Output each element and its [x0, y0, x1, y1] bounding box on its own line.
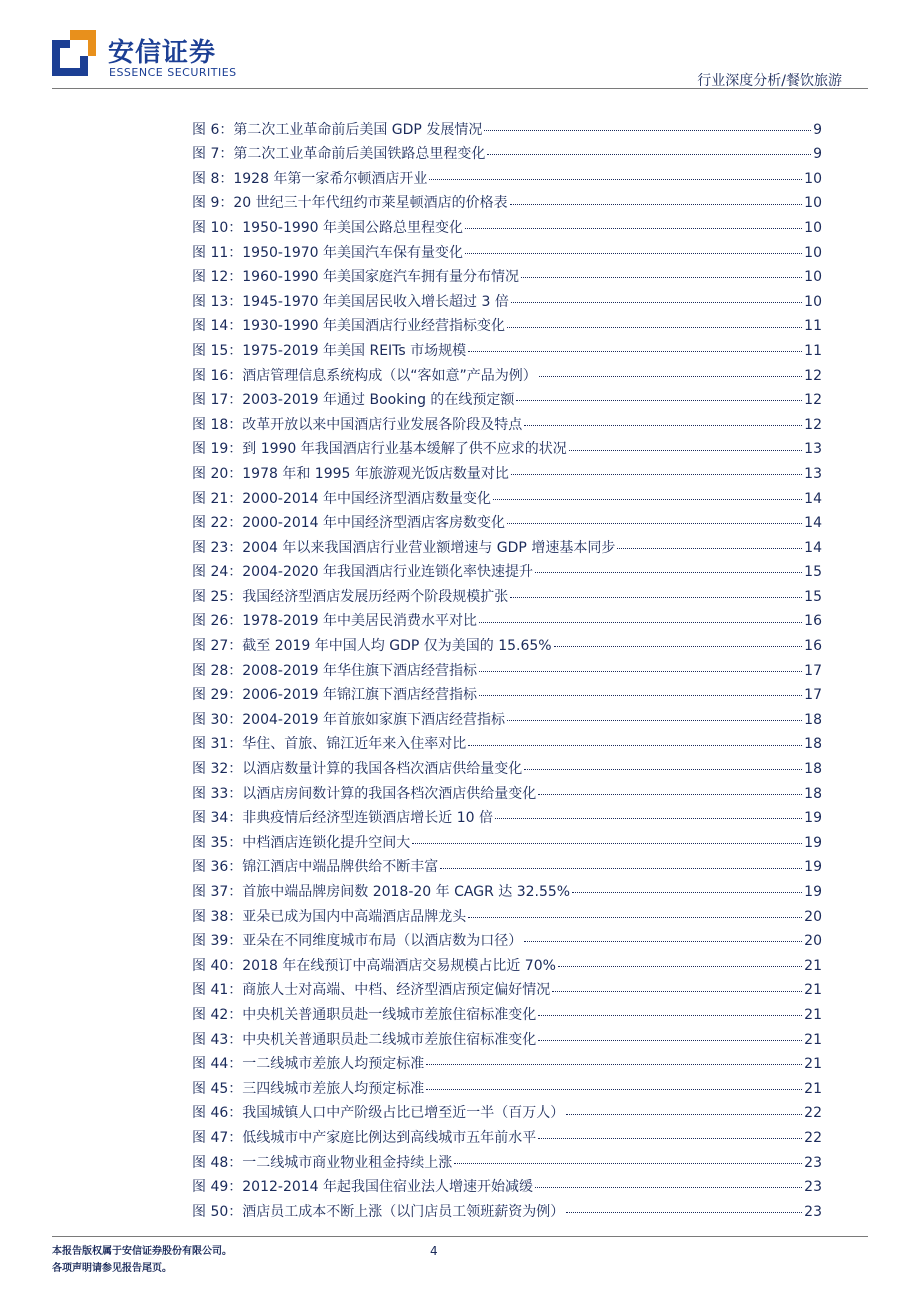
toc-entry[interactable]	[192, 1172, 822, 1197]
toc-dot-leader	[440, 868, 802, 869]
toc-entry-label: 图 18：改革开放以来中国酒店行业发展各阶段及特点	[192, 416, 523, 433]
report-category: 行业深度分析/餐饮旅游	[697, 73, 842, 89]
toc-entry[interactable]	[192, 335, 822, 360]
toc-entry-page: 21	[804, 957, 822, 974]
toc-entry-page: 18	[804, 736, 822, 753]
footer-disclaimer: 各项声明请参见报告尾页。	[52, 1263, 172, 1274]
toc-dot-leader	[566, 1212, 802, 1213]
toc-dot-leader	[479, 695, 802, 696]
toc-entry-page: 21	[804, 1056, 822, 1073]
toc-entry-page: 15	[804, 588, 822, 605]
toc-dot-leader	[511, 474, 802, 475]
toc-entry-label: 图 26：1978-2019 年中美居民消费水平对比	[192, 613, 478, 630]
toc-entry-label: 图 47：低线城市中产家庭比例达到高线城市五年前水平	[192, 1129, 537, 1146]
toc-dot-leader	[535, 1187, 802, 1188]
footer-copyright: 本报告版权属于安信证券股份有限公司。	[52, 1246, 232, 1257]
toc-entry-label: 图 19：到 1990 年我国酒店行业基本缓解了供不应求的状况	[192, 441, 567, 458]
toc-dot-leader	[468, 351, 802, 352]
toc-entry[interactable]	[192, 1049, 822, 1074]
toc-dot-leader	[554, 646, 803, 647]
toc-entry-page: 13	[804, 441, 822, 458]
toc-entry[interactable]	[192, 1122, 822, 1147]
toc-entry-label: 图 40：2018 年在线预订中高端酒店交易规模占比近 70%	[192, 957, 556, 974]
toc-dot-leader	[507, 523, 802, 524]
toc-entry[interactable]	[192, 778, 822, 803]
toc-dot-leader	[617, 548, 802, 549]
toc-dot-leader	[468, 917, 802, 918]
toc-entry-page: 14	[804, 490, 822, 507]
toc-dot-leader	[479, 622, 802, 623]
toc-entry-page: 20	[804, 933, 822, 950]
toc-dot-leader	[426, 1064, 802, 1065]
toc-dot-leader	[538, 1138, 802, 1139]
toc-entry-label: 图 25：我国经济型酒店发展历经两个阶段规模扩张	[192, 588, 509, 605]
toc-entry-label: 图 49：2012-2014 年起我国住宿业法人增速开始减缓	[192, 1179, 534, 1196]
figure-index-list	[192, 114, 822, 1221]
toc-entry-page: 9	[813, 146, 822, 163]
toc-entry-label: 图 29：2006-2019 年锦江旗下酒店经营指标	[192, 687, 478, 704]
toc-entry-page: 12	[804, 392, 822, 409]
toc-entry[interactable]	[192, 1196, 822, 1221]
essence-logo-icon	[52, 30, 96, 76]
toc-entry-page: 12	[804, 416, 822, 433]
toc-dot-leader	[479, 671, 802, 672]
toc-dot-leader	[524, 941, 802, 942]
toc-entry-label: 图 50：酒店员工成本不断上涨（以门店员工领班薪资为例）	[192, 1203, 565, 1220]
toc-entry-page: 10	[804, 293, 822, 310]
toc-entry-page: 10	[804, 269, 822, 286]
toc-dot-leader	[558, 966, 802, 967]
toc-entry-page: 11	[804, 342, 822, 359]
toc-entry-label: 图 32：以酒店数量计算的我国各档次酒店供给量变化	[192, 761, 523, 778]
toc-dot-leader	[507, 327, 802, 328]
toc-dot-leader	[539, 376, 802, 377]
toc-entry-page: 10	[804, 195, 822, 212]
toc-entry[interactable]	[192, 163, 822, 188]
toc-entry-label: 图 36：锦江酒店中端品牌供给不断丰富	[192, 859, 439, 876]
toc-entry-label: 图 30：2004-2019 年首旅如家旗下酒店经营指标	[192, 711, 506, 728]
toc-entry-page: 18	[804, 711, 822, 728]
toc-entry[interactable]	[192, 999, 822, 1024]
toc-entry-label: 图 31：华住、首旅、锦江近年来入住率对比	[192, 736, 467, 753]
toc-entry-page: 19	[804, 884, 822, 900]
toc-entry-label: 图 13：1945-1970 年美国居民收入增长超过 3 倍	[192, 293, 509, 310]
toc-entry[interactable]	[192, 950, 822, 975]
toc-entry[interactable]	[192, 876, 822, 901]
toc-dot-leader	[487, 154, 811, 155]
toc-entry-page: 13	[804, 465, 822, 482]
toc-entry-label: 图 43：中央机关普通职员赴二线城市差旅住宿标准变化	[192, 1031, 537, 1048]
toc-entry-page: 10	[804, 170, 822, 187]
toc-dot-leader	[535, 572, 802, 573]
toc-entry[interactable]	[192, 753, 822, 778]
toc-entry-label: 图 7：第二次工业革命前后美国铁路总里程变化	[192, 146, 486, 163]
toc-dot-leader	[426, 1089, 802, 1090]
toc-dot-leader	[495, 818, 802, 819]
toc-dot-leader	[572, 892, 802, 893]
page-header	[0, 0, 920, 100]
toc-entry-page: 19	[804, 834, 822, 851]
toc-entry-page: 18	[804, 785, 822, 802]
toc-entry[interactable]	[192, 1073, 822, 1098]
toc-entry-label: 图 33：以酒店房间数计算的我国各档次酒店供给量变化	[192, 785, 537, 802]
footer-divider	[52, 1236, 868, 1237]
toc-entry-label: 图 21：2000-2014 年中国经济型酒店数量变化	[192, 490, 492, 507]
toc-entry[interactable]	[192, 1024, 822, 1049]
toc-entry[interactable]	[192, 286, 822, 311]
toc-entry-label: 图 17：2003-2019 年通过 Booking 的在线预定额	[192, 392, 515, 409]
toc-entry-label: 图 9：20 世纪三十年代纽约市莱星顿酒店的价格表	[192, 195, 508, 212]
toc-entry[interactable]	[192, 262, 822, 287]
toc-entry-label: 图 34：非典疫情后经济型连锁酒店增长近 10 倍	[192, 810, 493, 827]
toc-entry-page: 22	[804, 1105, 822, 1122]
toc-entry-page: 21	[804, 982, 822, 999]
toc-entry-page: 19	[804, 810, 822, 827]
toc-entry-page: 12	[804, 367, 822, 384]
toc-entry-label: 图 48：一二线城市商业物业租金持续上涨	[192, 1154, 453, 1171]
toc-entry[interactable]	[192, 827, 822, 852]
toc-entry[interactable]	[192, 581, 822, 606]
toc-dot-leader	[566, 1114, 802, 1115]
toc-dot-leader	[484, 130, 811, 131]
toc-entry[interactable]	[192, 532, 822, 557]
toc-entry-page: 22	[804, 1129, 822, 1146]
toc-entry-label: 图 10：1950-1990 年美国公路总里程变化	[192, 219, 464, 236]
toc-entry-label: 图 37：首旅中端品牌房间数 2018-20 年 CAGR 达 32.55%	[192, 884, 571, 900]
toc-entry-page: 14	[804, 539, 822, 556]
toc-dot-leader	[412, 843, 802, 844]
toc-entry[interactable]	[192, 926, 822, 951]
toc-entry[interactable]	[192, 975, 822, 1000]
toc-entry-label: 图 35：中档酒店连锁化提升空间大	[192, 834, 411, 851]
toc-dot-leader	[516, 400, 802, 401]
toc-entry[interactable]	[192, 237, 822, 262]
toc-entry[interactable]	[192, 139, 822, 164]
toc-entry-label: 图 14：1930-1990 年美国酒店行业经营指标变化	[192, 318, 506, 335]
toc-entry-label: 图 8：1928 年第一家希尔顿酒店开业	[192, 170, 428, 187]
toc-entry-page: 17	[804, 687, 822, 704]
toc-dot-leader	[468, 745, 802, 746]
toc-entry-label: 图 12：1960-1990 年美国家庭汽车拥有量分布情况	[192, 269, 520, 286]
logo-chinese-name: 安信证券	[108, 38, 217, 68]
toc-entry[interactable]	[192, 483, 822, 508]
toc-entry[interactable]	[192, 1098, 822, 1123]
toc-entry[interactable]	[192, 434, 822, 459]
toc-entry-label: 图 46：我国城镇人口中产阶级占比已增至近一半（百万人）	[192, 1105, 565, 1122]
toc-dot-leader	[552, 991, 802, 992]
toc-dot-leader	[510, 204, 803, 205]
toc-entry[interactable]	[192, 114, 822, 139]
toc-entry-page: 21	[804, 1006, 822, 1023]
toc-entry-page: 20	[804, 908, 822, 925]
toc-dot-leader	[524, 769, 802, 770]
toc-entry-label: 图 24：2004-2020 年我国酒店行业连锁化率快速提升	[192, 564, 534, 581]
toc-dot-leader	[429, 179, 802, 180]
toc-dot-leader	[465, 253, 802, 254]
toc-entry[interactable]	[192, 385, 822, 410]
toc-dot-leader	[465, 228, 802, 229]
toc-entry-page: 9	[813, 121, 822, 138]
toc-entry-page: 15	[804, 564, 822, 581]
toc-dot-leader	[538, 1015, 802, 1016]
toc-entry[interactable]	[192, 729, 822, 754]
logo-english-name: ESSENCE SECURITIES	[109, 66, 237, 79]
toc-entry-page: 23	[804, 1203, 822, 1220]
toc-entry-page: 18	[804, 761, 822, 778]
toc-dot-leader	[511, 302, 802, 303]
header-divider	[52, 88, 868, 89]
toc-entry[interactable]	[192, 311, 822, 336]
toc-dot-leader	[521, 277, 802, 278]
toc-entry-label: 图 11：1950-1970 年美国汽车保有量变化	[192, 244, 464, 261]
toc-entry[interactable]	[192, 212, 822, 237]
toc-entry-label: 图 42：中央机关普通职员赴一线城市差旅住宿标准变化	[192, 1006, 537, 1023]
toc-entry[interactable]	[192, 188, 822, 213]
toc-entry-page: 17	[804, 662, 822, 679]
toc-entry[interactable]	[192, 508, 822, 533]
toc-entry[interactable]	[192, 630, 822, 655]
toc-entry[interactable]	[192, 458, 822, 483]
toc-entry[interactable]	[192, 1147, 822, 1172]
toc-dot-leader	[510, 597, 802, 598]
toc-entry-page: 21	[804, 1080, 822, 1097]
toc-entry[interactable]	[192, 901, 822, 926]
toc-entry-label: 图 23：2004 年以来我国酒店行业营业额增速与 GDP 增速基本同步	[192, 539, 616, 556]
toc-entry-label: 图 44：一二线城市差旅人均预定标准	[192, 1056, 425, 1073]
toc-entry-label: 图 27：截至 2019 年中国人均 GDP 仅为美国的 15.65%	[192, 638, 552, 655]
toc-dot-leader	[538, 794, 802, 795]
toc-entry-page: 14	[804, 515, 822, 532]
toc-entry[interactable]	[192, 606, 822, 631]
toc-entry[interactable]	[192, 803, 822, 828]
toc-dot-leader	[507, 720, 802, 721]
toc-entry-label: 图 6：第二次工业革命前后美国 GDP 发展情况	[192, 121, 483, 138]
toc-entry-page: 23	[804, 1179, 822, 1196]
toc-entry[interactable]	[192, 409, 822, 434]
toc-entry-page: 10	[804, 219, 822, 236]
toc-entry[interactable]	[192, 680, 822, 705]
toc-dot-leader	[454, 1163, 802, 1164]
toc-entry[interactable]	[192, 655, 822, 680]
toc-entry-label: 图 22：2000-2014 年中国经济型酒店客房数变化	[192, 515, 506, 532]
toc-entry[interactable]	[192, 360, 822, 385]
page-number: 4	[430, 1244, 438, 1258]
toc-entry[interactable]	[192, 852, 822, 877]
toc-entry-label: 图 41：商旅人士对高端、中档、经济型酒店预定偏好情况	[192, 982, 551, 999]
toc-entry[interactable]	[192, 704, 822, 729]
toc-dot-leader	[569, 450, 802, 451]
toc-entry-label: 图 15：1975-2019 年美国 REITs 市场规模	[192, 342, 467, 359]
toc-entry-label: 图 16：酒店管理信息系统构成（以“客如意”产品为例）	[192, 367, 537, 384]
toc-entry-page: 19	[804, 859, 822, 876]
toc-entry-label: 图 38：亚朵已成为国内中高端酒店品牌龙头	[192, 908, 467, 925]
toc-entry-page: 11	[804, 318, 822, 335]
toc-entry-page: 23	[804, 1154, 822, 1171]
toc-entry-page: 10	[804, 244, 822, 261]
toc-entry-page: 21	[804, 1031, 822, 1048]
toc-dot-leader	[493, 499, 802, 500]
toc-entry-label: 图 45：三四线城市差旅人均预定标准	[192, 1080, 425, 1097]
toc-entry-page: 16	[804, 638, 822, 655]
toc-dot-leader	[538, 1040, 802, 1041]
toc-entry-label: 图 28：2008-2019 年华住旗下酒店经营指标	[192, 662, 478, 679]
toc-entry[interactable]	[192, 557, 822, 582]
toc-entry-page: 16	[804, 613, 822, 630]
toc-entry-label: 图 20：1978 年和 1995 年旅游观光饭店数量对比	[192, 465, 509, 482]
toc-entry-label: 图 39：亚朵在不同维度城市布局（以酒店数为口径）	[192, 933, 523, 950]
toc-dot-leader	[524, 425, 802, 426]
